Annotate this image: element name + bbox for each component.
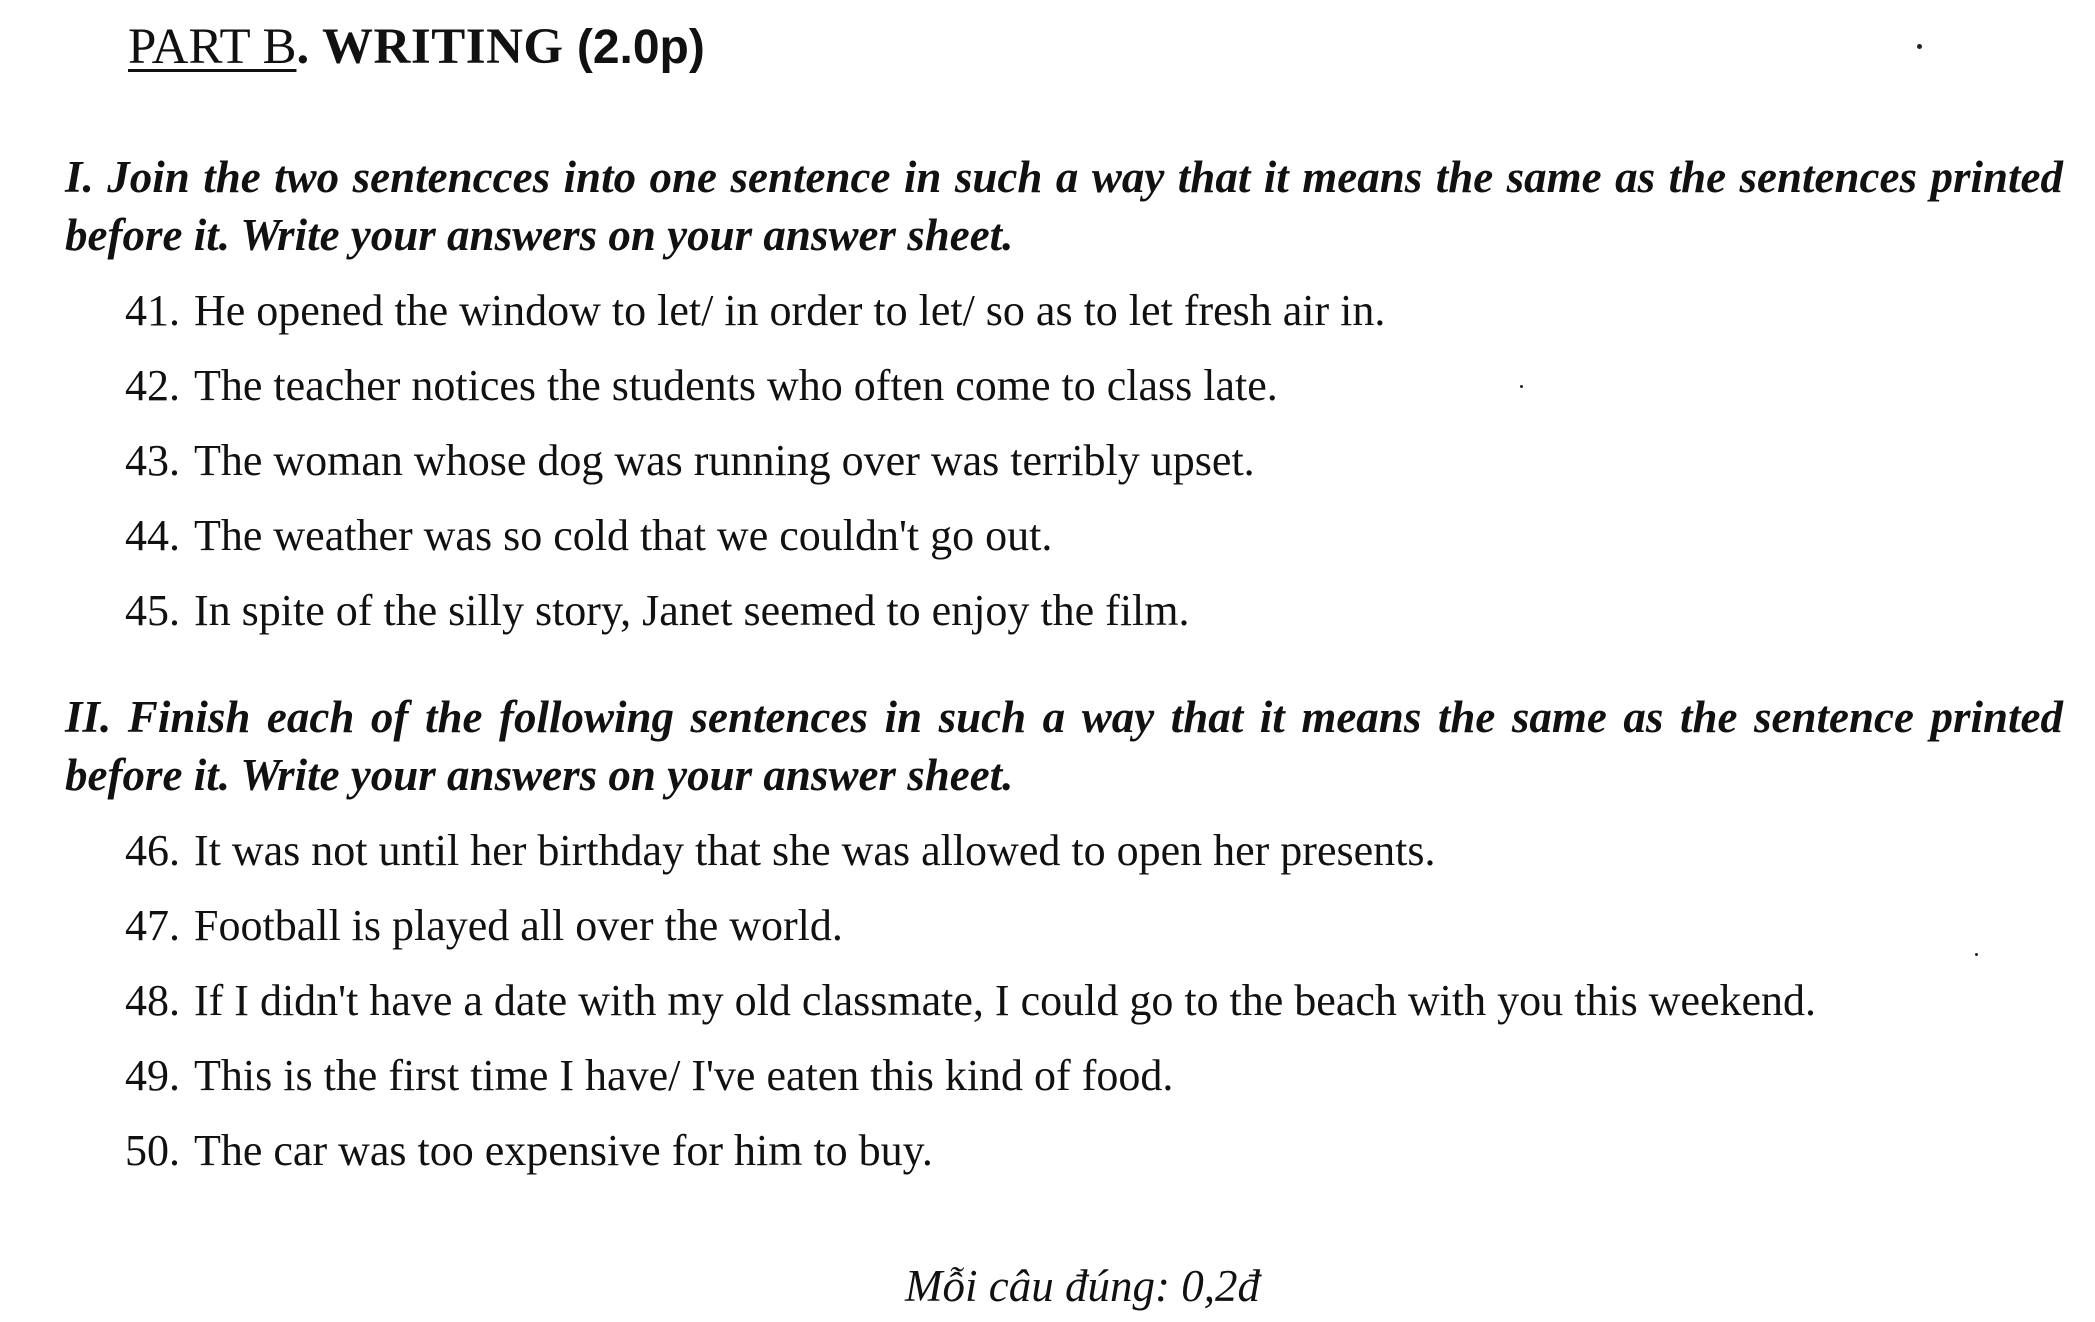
answer-item	[125, 1048, 1173, 1104]
answer-number: 42.	[125, 361, 180, 410]
scan-speck	[1917, 44, 1922, 49]
part-title: . WRITING	[296, 19, 577, 75]
answer-number: 47.	[125, 901, 180, 950]
answer-number: 45.	[125, 586, 180, 635]
answer-text: The car was too expensive for him to buy.	[194, 1126, 933, 1175]
answer-text: It was not until her birthday that she was allowed to open her presents.	[194, 826, 1436, 875]
part-heading	[128, 18, 705, 77]
answer-item	[125, 1123, 933, 1179]
part-score: (2.0p)	[576, 21, 705, 74]
section-2-instruction: II. Finish each of the following sentences in such a way that it means the same as the sentence printed before it. Write your answers on your answer sheet.	[65, 692, 2063, 800]
answer-number: 46.	[125, 826, 180, 875]
scan-speck	[1975, 953, 1978, 956]
answer-item	[125, 823, 1435, 879]
answer-item	[125, 583, 1190, 639]
section-1-instruction: I. Join the two sentencces into one sentence in such a way that it means the same as the sentences printed before it. Write your answers on your answer sheet.	[65, 152, 2063, 260]
answer-item	[125, 508, 1052, 564]
answer-number: 49.	[125, 1051, 180, 1100]
answer-text: He opened the window to let/ in order to let/ so as to let fresh air in.	[194, 286, 1386, 335]
answer-number: 48.	[125, 976, 180, 1025]
answer-item	[125, 898, 843, 954]
answer-item	[125, 433, 1255, 489]
answer-text: The weather was so cold that we couldn't go out.	[194, 511, 1053, 560]
answer-number: 43.	[125, 436, 180, 485]
answer-text: The teacher notices the students who often come to class late.	[194, 361, 1278, 410]
answer-number: 50.	[125, 1126, 180, 1175]
answer-text: If I didn't have a date with my old classmate, I could go to the beach with you this weekend.	[194, 976, 1817, 1025]
answer-item	[125, 283, 1385, 339]
answer-number: 41.	[125, 286, 180, 335]
scan-speck	[1520, 385, 1523, 388]
answer-number: 44.	[125, 511, 180, 560]
answer-text: This is the first time I have/ I've eaten this kind of food.	[194, 1051, 1174, 1100]
scoring-note: Mỗi câu đúng: 0,2đ	[905, 1261, 1260, 1311]
part-label: PART B	[128, 19, 297, 75]
answer-item	[125, 973, 1816, 1029]
answer-text: In spite of the silly story, Janet seemed to enjoy the film.	[194, 586, 1190, 635]
answer-text: Football is played all over the world.	[194, 901, 843, 950]
answer-text: The woman whose dog was running over was terribly upset.	[194, 436, 1255, 485]
answer-item	[125, 358, 1278, 414]
